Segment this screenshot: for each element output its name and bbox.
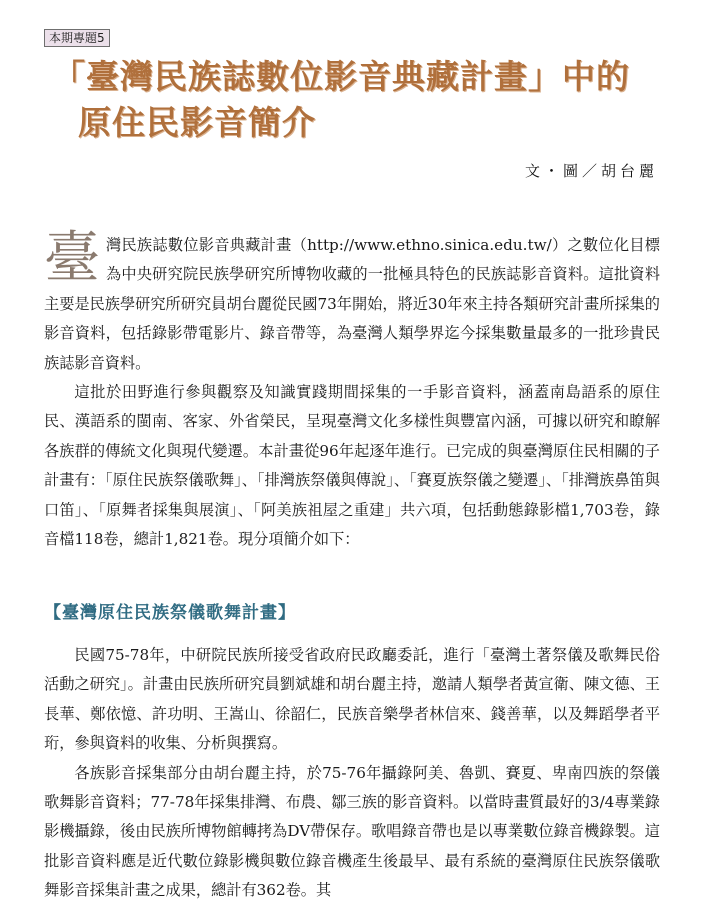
title-line-2: 原住民影音簡介 [78, 103, 316, 142]
intro-paragraph-1 [44, 226, 660, 378]
drop-cap: 臺 [44, 226, 100, 291]
intro-paragraph-1-text: 灣民族誌數位影音典藏計畫（http://www.ethno.sinica.edu.tw/）之數位化目標為中央研究院民族學研究所博物收藏的一批極具特色的民族誌影音資料。這批資料主要是民族學研究所研究員胡台麗從民國73年開始，將近30年來主持各類研究計畫所採集的影音資料，包括錄影帶電影片、錄音帶等，為臺灣人類學界迄今採集數量最多的一批珍貴民族誌影音資料。 [44, 236, 660, 372]
issue-tag: 本期專題5 [44, 29, 110, 47]
intro-body [44, 226, 660, 554]
section-paragraph-2: 各族影音採集部分由胡台麗主持，於75-76年攝錄阿美、魯凱、賽夏、卑南四族的祭儀歌舞影音資料；77-78年採集排灣、布農、鄒三族的影音資料。以當時畫質最好的3/4專業錄影機攝錄，後由民族所博物館轉拷為DV帶保存。歌唱錄音帶也是以專業數位錄音機錄製。這批影音資料應是近代數位錄影機與數位錄音機產生後最早、最有系統的臺灣原住民族祭儀歌舞影音採集計畫之成果，總計有362卷。其 [44, 763, 660, 900]
title-line-1: 「臺灣民族誌數位影音典藏計畫」中的 [52, 57, 630, 96]
intro-paragraph-2: 這批於田野進行參與觀察及知識實踐期間採集的一手影音資料，涵蓋南島語系的原住民、漢語系的閩南、客家、外省榮民，呈現臺灣文化多樣性與豐富內涵，可據以研究和瞭解各族群的傳統文化與現代變遷。本計畫從96年起逐年進行。已完成的與臺灣原住民相關的子計畫有：「原住民族祭儀歌舞」、「排灣族祭儀與傳說」、「賽夏族祭儀之變遷」、「排灣族鼻笛與口笛」、「原舞者採集與展演」、「阿美族祖屋之重建」共六項，包括動態錄影檔1,703卷，錄音檔118卷，總計1,821卷。現分項簡介如下： [44, 383, 660, 549]
byline: 文・圖／胡台麗 [524, 162, 658, 180]
section-paragraph-1: 民國75-78年，中研院民族所接受省政府民政廳委託，進行「臺灣土著祭儀及歌舞民俗活動之研究」。計畫由民族所研究員劉斌雄和胡台麗主持，邀請人類學者黃宣衛、陳文德、王長華、鄭依憶、許功明、王嵩山、徐韶仁，民族音樂學者林信來、錢善華，以及舞蹈學者平珩，參與資料的收集、分析與撰寫。 [44, 646, 660, 753]
article-title [52, 54, 630, 146]
section-body [44, 641, 660, 906]
section-heading: 【臺灣原住民族祭儀歌舞計畫】 [44, 603, 296, 623]
